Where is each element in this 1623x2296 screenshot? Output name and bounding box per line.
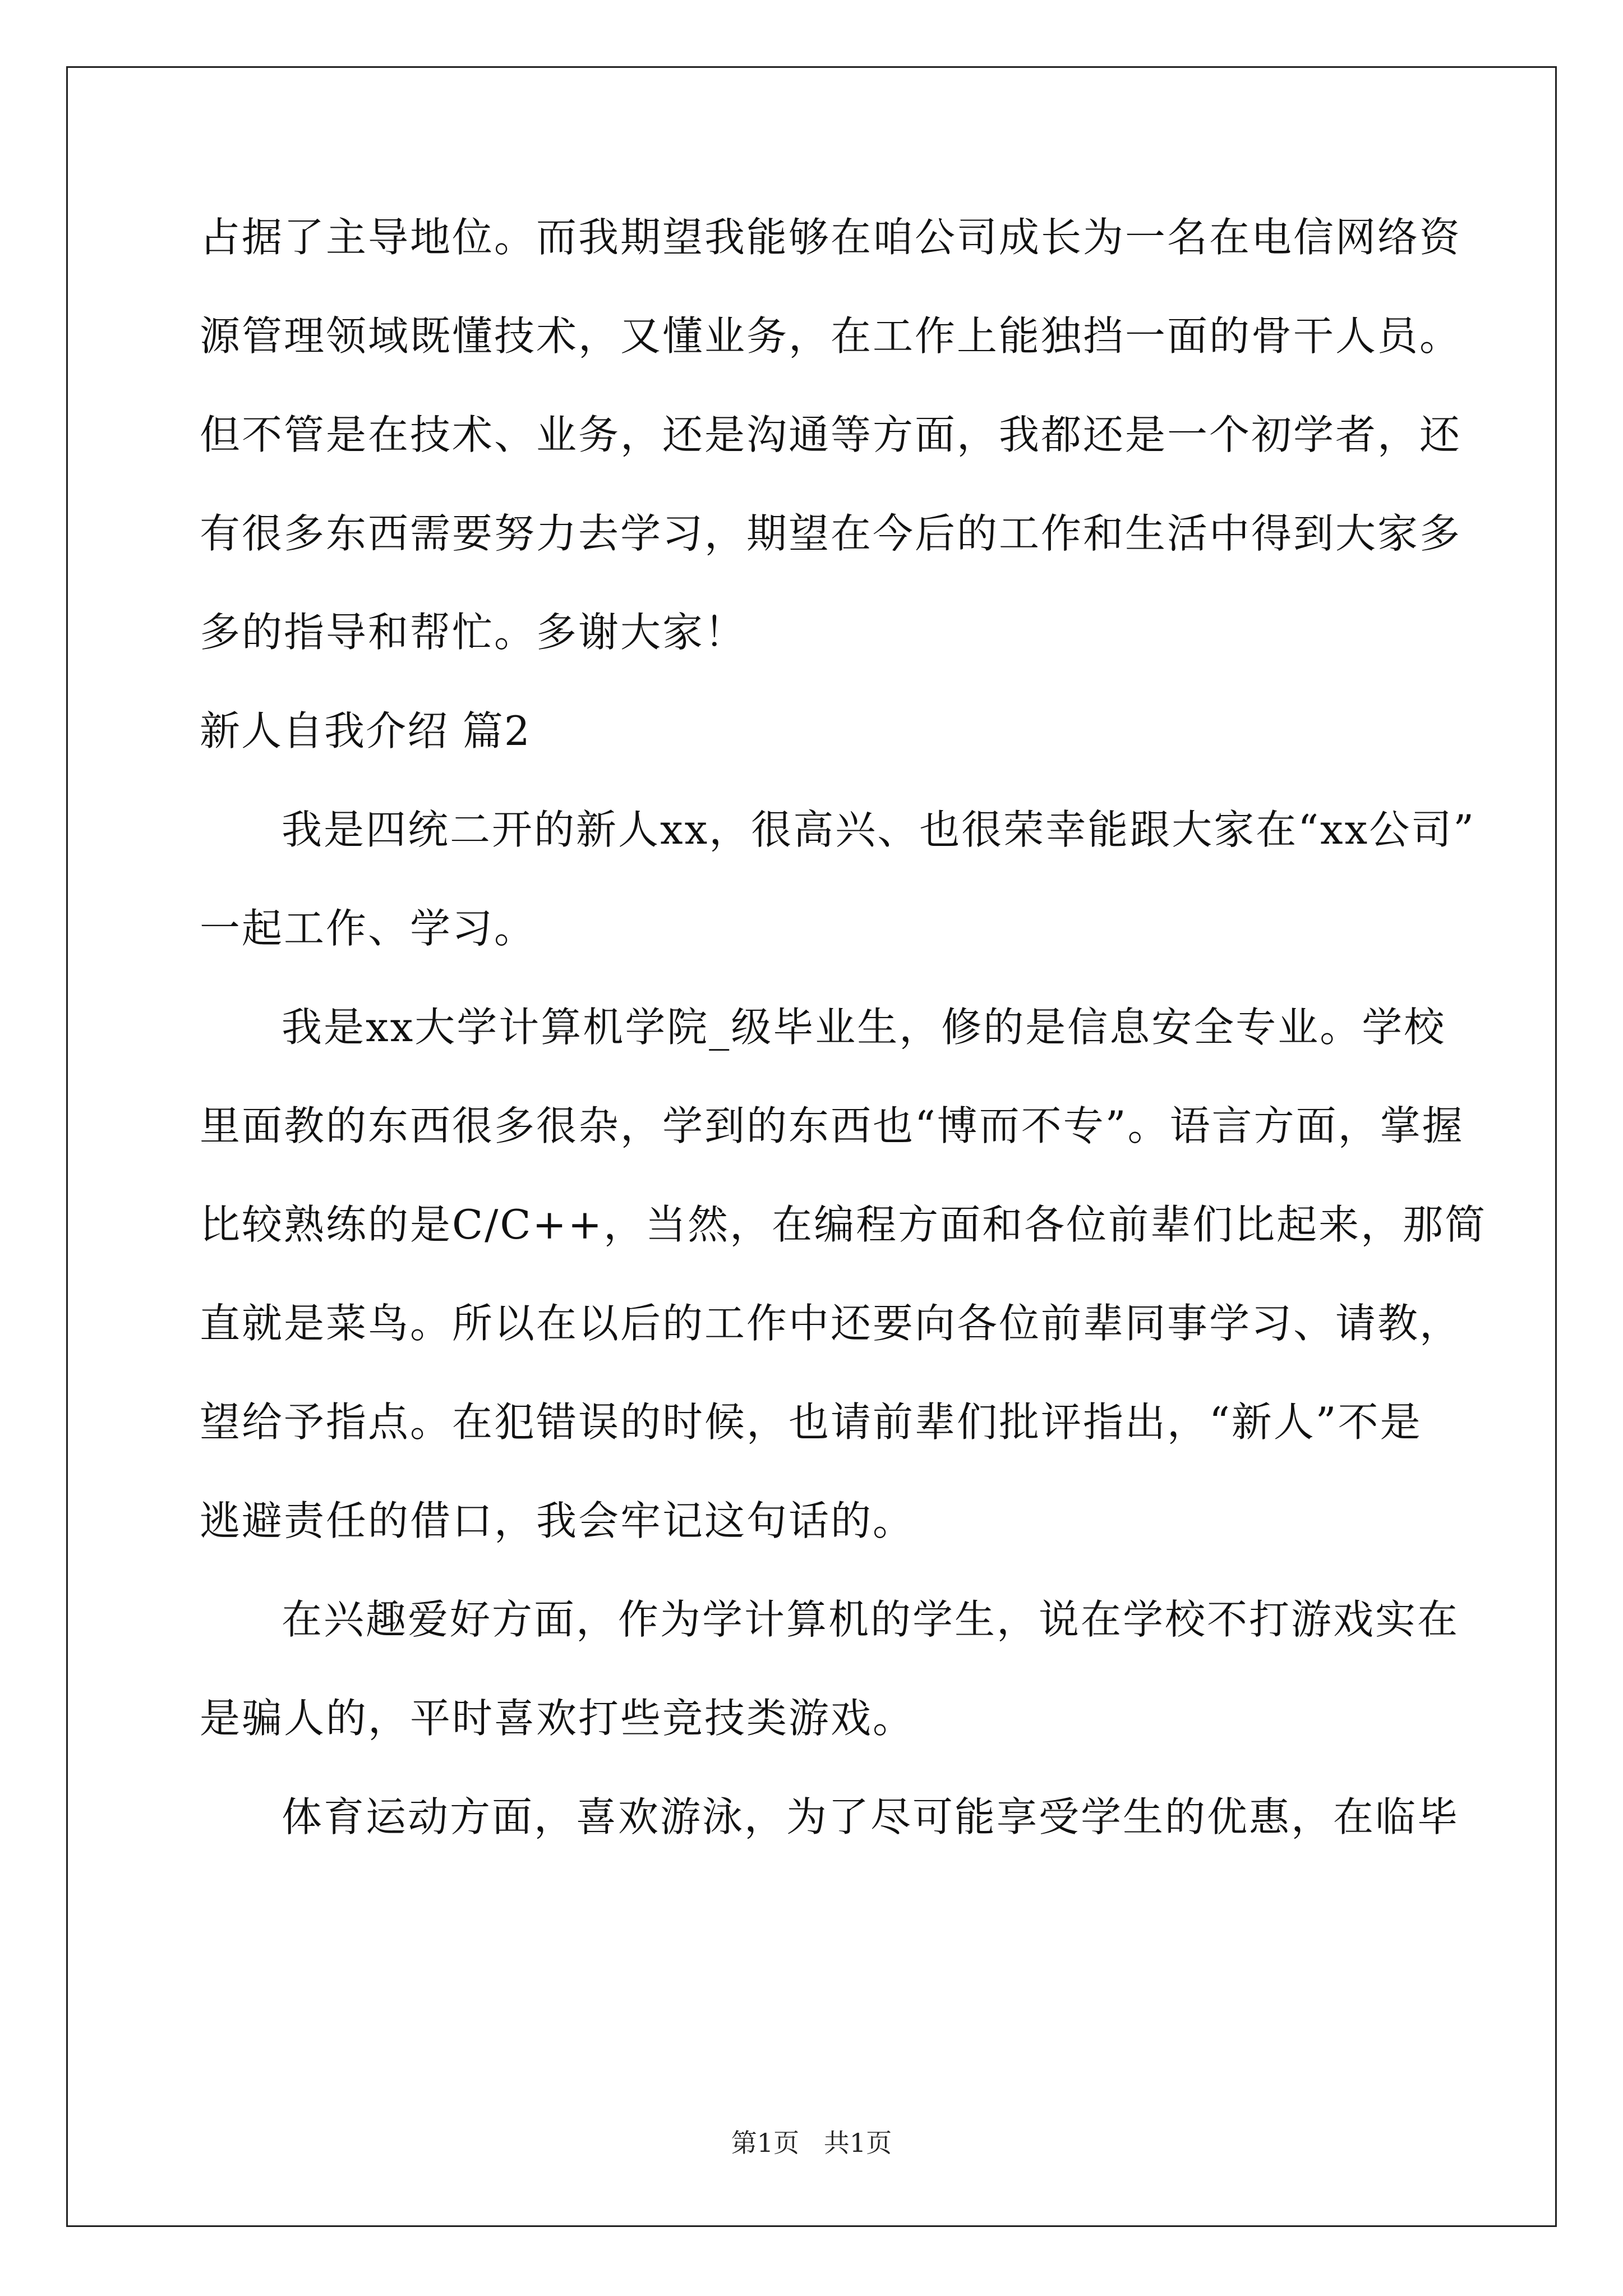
text-line: 望给予指点。在犯错误的时候，也请前辈们批评指出，“新人”不是	[200, 1398, 1422, 1446]
paragraph-start: 我是四统二开的新人xx，很高兴、也很荣幸能跟大家在“xx公司”	[282, 806, 1476, 853]
page-footer: 第1页 共1页	[731, 2128, 892, 2158]
text-line: 里面教的东西很多很杂，学到的东西也“博而不专”。语言方面，掌握	[200, 1102, 1464, 1149]
text-line: 源管理领域既懂技术，又懂业务，在工作上能独挡一面的骨干人员。	[200, 312, 1462, 360]
paragraph-start: 在兴趣爱好方面，作为学计算机的学生，说在学校不打游戏实在	[282, 1596, 1460, 1643]
paragraph-start: 我是xx大学计算机学院_级毕业生，修的是信息安全专业。学校	[282, 1004, 1446, 1051]
text-line: 一起工作、学习。	[200, 905, 537, 952]
section-heading: 新人自我介绍 篇2	[200, 707, 531, 754]
text-line: 占据了主导地位。而我期望我能够在咱公司成长为一名在电信网络资	[200, 214, 1462, 261]
text-line: 直就是菜鸟。所以在以后的工作中还要向各位前辈同事学习、请教，	[200, 1300, 1462, 1347]
text-line: 有很多东西需要努力去学习，期望在今后的工作和生活中得到大家多	[200, 510, 1462, 557]
text-line: 多的指导和帮忙。多谢大家！	[200, 609, 747, 656]
document-body	[200, 212, 1487, 1890]
text-line: 逃避责任的借口，我会牢记这句话的。	[200, 1497, 915, 1544]
text-line: 是骗人的，平时喜欢打些竞技类游戏。	[200, 1695, 915, 1742]
paragraph-start: 体育运动方面，喜欢游泳，为了尽可能享受学生的优惠，在临毕	[282, 1793, 1460, 1841]
text-line: 比较熟练的是C/C++，当然，在编程方面和各位前辈们比起来，那简	[200, 1201, 1487, 1248]
text-line: 但不管是在技术、业务，还是沟通等方面，我都还是一个初学者，还	[200, 411, 1462, 458]
